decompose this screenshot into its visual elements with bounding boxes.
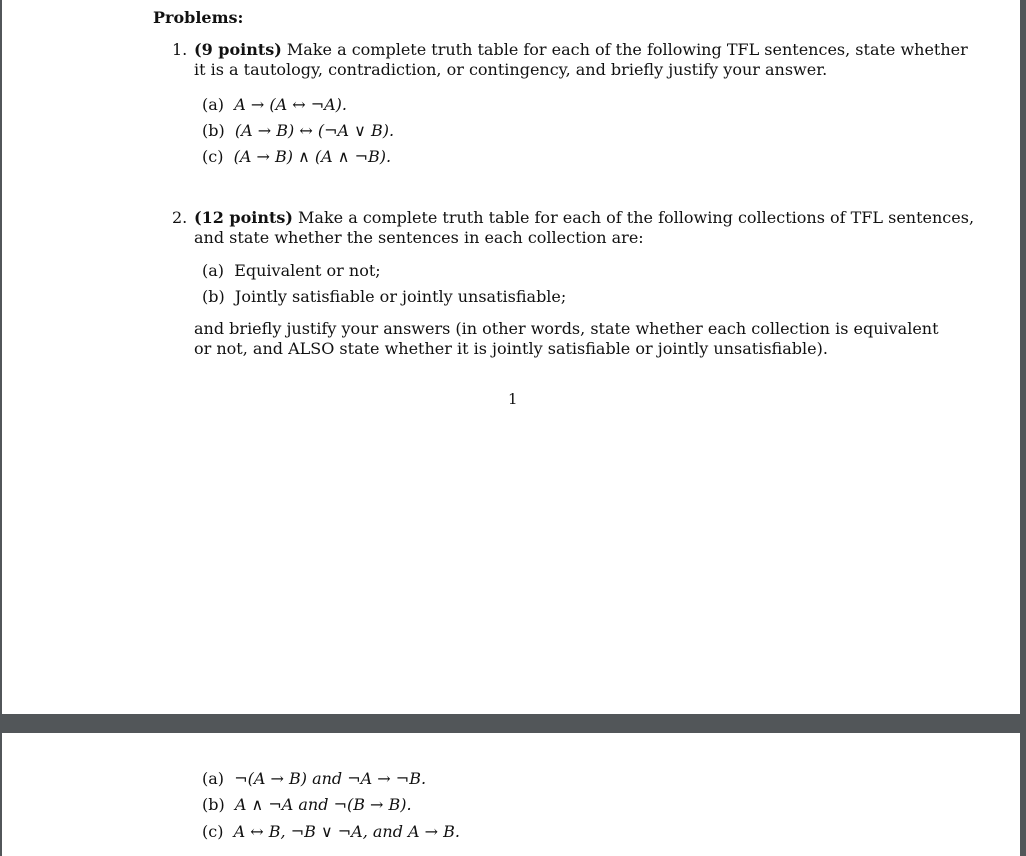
problem1-line2: it is a tautology, contradiction, or contingency, and briefly justify your answer. (194, 60, 828, 79)
problem1-text-line1 (194, 40, 968, 60)
problem2-item-a (202, 769, 426, 789)
problem2-text-line1 (194, 208, 974, 228)
criterion-text: Equivalent or not; (234, 261, 381, 280)
problems-heading: Problems: (153, 8, 244, 27)
problem2-points: (12 points) (194, 208, 293, 227)
criterion-label: (a) (202, 261, 225, 280)
item-formula: A ↔ B, ¬B ∨ ¬A, and A → B. (233, 822, 461, 841)
problem2-after-line1: and briefly justify your answers (in other words, state whether each collection is equivalent (194, 319, 939, 338)
item-label: (a) (202, 95, 225, 114)
problem1-line1: Make a complete truth table for each of the following TFL sentences, state whether (286, 40, 968, 59)
page-gap (0, 714, 1026, 733)
problem1-points: (9 points) (194, 40, 282, 59)
item-formula: (A → B) ∧ (A ∧ ¬B). (233, 147, 392, 166)
item-formula: A → (A ↔ ¬A). (234, 95, 347, 114)
criterion-text: Jointly satisfiable or jointly unsatisfiable; (234, 287, 567, 306)
item-label: (c) (202, 822, 224, 841)
item-label: (b) (202, 795, 225, 814)
problem2-number: 2. (172, 208, 188, 227)
problem1-item-c (202, 147, 391, 167)
problem2-item-c (202, 822, 460, 842)
problem1-item-b (202, 121, 394, 141)
problem2-line1: Make a complete truth table for each of the following collections of TFL sentences, (298, 208, 975, 227)
problem1-item-a (202, 95, 347, 115)
item-formula: ¬(A → B) and ¬A → ¬B. (234, 769, 427, 788)
item-formula: (A → B) ↔ (¬A ∨ B). (234, 121, 395, 140)
problem1-number: 1. (172, 40, 188, 59)
problem2-line2: and state whether the sentences in each collection are: (194, 228, 644, 247)
problem2-criterion-a (202, 261, 381, 281)
problem2-item-b (202, 795, 412, 815)
item-formula: A ∧ ¬A and ¬(B → B). (234, 795, 412, 814)
problem2-criterion-b (202, 287, 566, 307)
criterion-label: (b) (202, 287, 225, 306)
item-label: (a) (202, 769, 225, 788)
item-label: (b) (202, 121, 225, 140)
item-label: (c) (202, 147, 224, 166)
document-page-1 (2, 0, 1020, 714)
page-number: 1 (508, 390, 518, 408)
document-page-2 (2, 733, 1020, 856)
problem2-after-line2: or not, and ALSO state whether it is jointly satisfiable or jointly unsatisfiable). (194, 339, 828, 358)
